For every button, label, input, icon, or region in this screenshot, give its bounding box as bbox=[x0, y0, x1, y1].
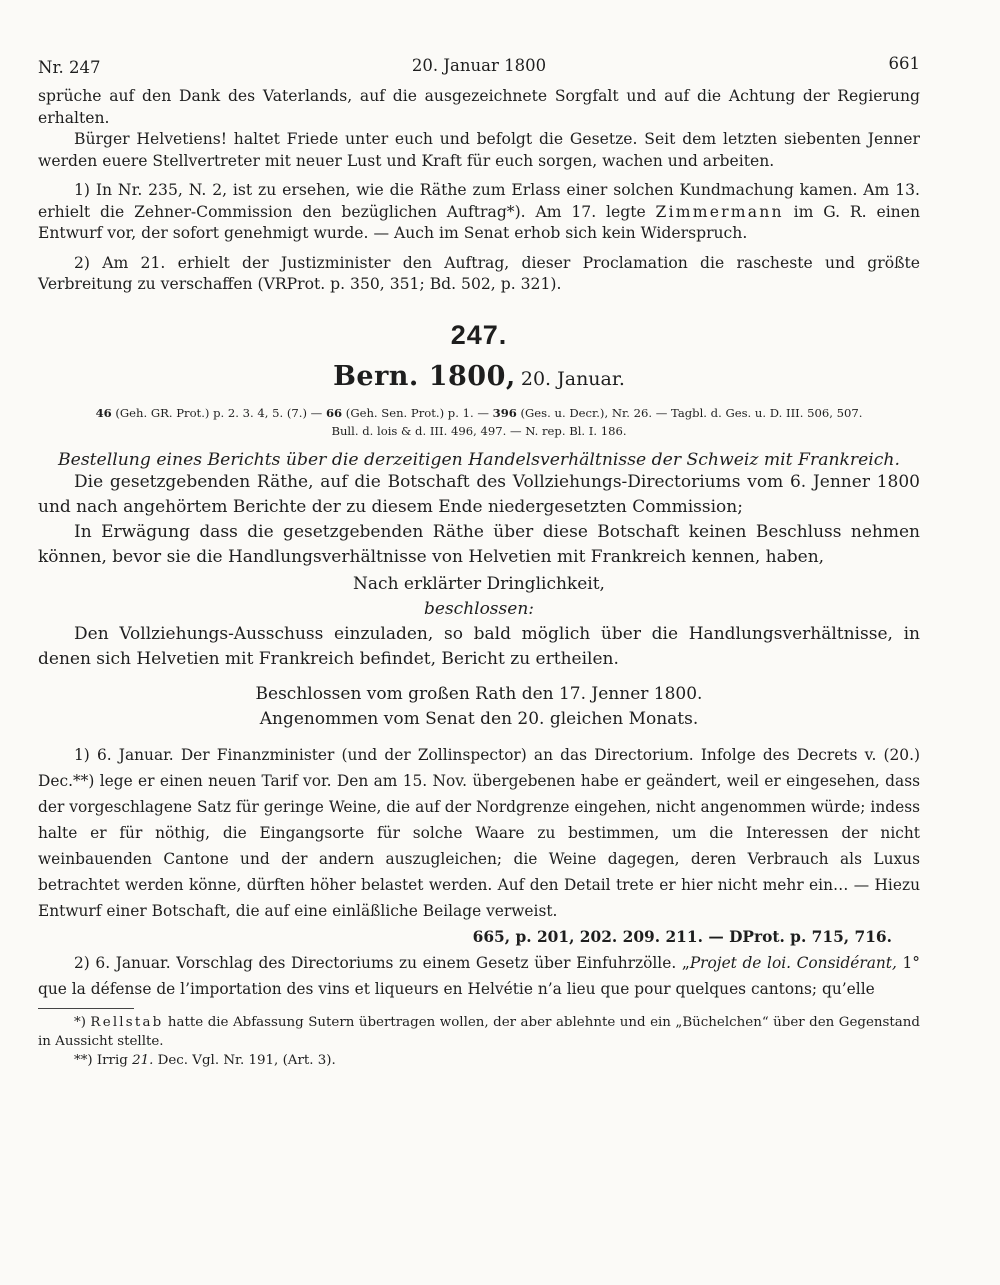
decree-paragraph-3: Den Vollziehungs-Ausschuss einzuladen, so bald möglich über die Handlungsverhältnisse, in denen sich Helvetien mit Frankreich befindet, Bericht zu ertheilen. bbox=[38, 623, 920, 669]
resolved-line: beschlossen: bbox=[424, 598, 534, 619]
note-1-reference: 665, p. 201, 202. 209. 211. — DProt. p. 715, 716. bbox=[472, 927, 892, 946]
document-date: 20. Januar. bbox=[520, 367, 625, 390]
closing-line-2: Angenommen vom Senat den 20. gleichen Monats. bbox=[259, 708, 699, 729]
page-number: 661 bbox=[888, 54, 920, 73]
continued-text: sprüche auf den Dank des Vaterlands, auf die ausgezeichnete Sorgfalt und auf die Achtung der Regierung erhalten. bbox=[38, 87, 920, 127]
footnote-2: **) Irrig 21. Dec. Vgl. Nr. 191, (Art. 3). bbox=[74, 1052, 336, 1068]
book-page bbox=[38, 52, 920, 1070]
source-references bbox=[38, 404, 920, 440]
source-line-2: Bull. d. lois & d. III. 496, 497. — N. rep. Bl. I. 186. bbox=[331, 423, 627, 438]
editorial-notes bbox=[38, 742, 920, 1002]
document-number: 247. bbox=[450, 319, 508, 350]
note-1: 1) 6. Januar. Der Finanzminister (und der Zollinspector) an das Directorium. Infolge des Decrets v. (20.) Dec.**) lege er einen neuen Tarif vor. Den am 15. Nov. übergebenen habe er geändert, weil er eingesehen, dass der vorgeschlagene Satz für geringe Weine, die auf der Nordgrenze eingehen, nicht angenommen würde; indess halte er für nöthig, die Eingangsorte für solche Waare zu bestimmen, um die Interessen der nicht weinbauenden Cantone und der andern auszugleichen; die Weine dagegen, deren Verbrauch als Luxus betrachtet werden könne, dürften höher belastet werden. Auf den Detail trete er hier nicht mehr ein… — Hiezu Entwurf einer Botschaft, die auf eine einläßliche Beilage verweist. bbox=[38, 745, 920, 920]
header-date: 20. Januar 1800 bbox=[411, 56, 547, 75]
page-header bbox=[38, 52, 920, 86]
decree-text bbox=[38, 470, 920, 732]
note-2-previous: 2) Am 21. erhielt der Justizminister den Auftrag, dieser Proclamation die rascheste und größte Verbreitung zu verschaffen (VRProt. p. 350, 351; Bd. 502, p. 321). bbox=[38, 253, 920, 293]
note-1-previous: 1) In Nr. 235, N. 2, ist zu ersehen, wie die Räthe zum Erlass einer solchen Kundmachung kamen. Am 13. erhielt die Zehner-Commission den bezüglichen Auftrag*). Am 17. legte Zimmermann im G. R. einen Entwurf vor, der sofort genehmigt wurde. — Auch im Senat erhob sich kein Widerspruch. bbox=[38, 181, 920, 242]
header-document-number: Nr. 247 bbox=[38, 58, 101, 77]
spaced-name: Zimmermann bbox=[655, 202, 784, 221]
urgency-line: Nach erklärter Dringlichkeit, bbox=[353, 573, 605, 594]
footnote-rule bbox=[38, 1008, 134, 1009]
closing-line-1: Beschlossen vom großen Rath den 17. Jenner 1800. bbox=[255, 683, 703, 704]
document-subject: Bestellung eines Berichts über die derzeitigen Handelsverhältnisse der Schweiz mit Frankreich. bbox=[58, 449, 900, 470]
previous-document-continuation bbox=[38, 86, 920, 296]
document-place-date bbox=[38, 361, 920, 392]
document-place: Bern. 1800, bbox=[333, 360, 516, 392]
footnotes bbox=[38, 1013, 920, 1070]
note-2: 2) 6. Januar. Vorschlag des Directoriums zu einem Gesetz über Einfuhrzölle. „Projet de loi. Considérant, 1° que la défense de l’importation des vins et liqueurs en Helvétie n’a lieu que pour quelques cantons; qu’elle bbox=[38, 953, 920, 998]
source-line-1: 46 (Geh. GR. Prot.) p. 2. 3. 4, 5. (7.) — 66 (Geh. Sen. Prot.) p. 1. — 396 (Ges. u. Decr.), Nr. 26. — Tagbl. d. Ges. u. D. III. 506, 507. bbox=[95, 405, 863, 420]
footnote-1: *) Rellstab hatte die Abfassung Sutern übertragen wollen, der aber ablehnte und ein „Büchelchen“ über den Gegenstand in Aussicht stellte. bbox=[38, 1014, 920, 1049]
decree-paragraph-1: Die gesetzgebenden Räthe, auf die Botschaft des Vollziehungs-Directoriums vom 6. Jenner 1800 und nach angehörtem Berichte der zu diesem Ende niedergesetzten Commission; bbox=[38, 471, 920, 517]
decree-paragraph-2: In Erwägung dass die gesetzgebenden Räthe über diese Botschaft keinen Beschluss nehmen können, bevor sie die Handlungsverhältnisse von Helvetien mit Frankreich kennen, haben, bbox=[38, 521, 920, 567]
appeal-paragraph: Bürger Helvetiens! haltet Friede unter euch und befolgt die Gesetze. Seit dem letzten siebenten Jenner werden euere Stellvertreter mit neuer Lust und Kraft für euch sorgen, wachen und arbeiten. bbox=[38, 130, 920, 170]
